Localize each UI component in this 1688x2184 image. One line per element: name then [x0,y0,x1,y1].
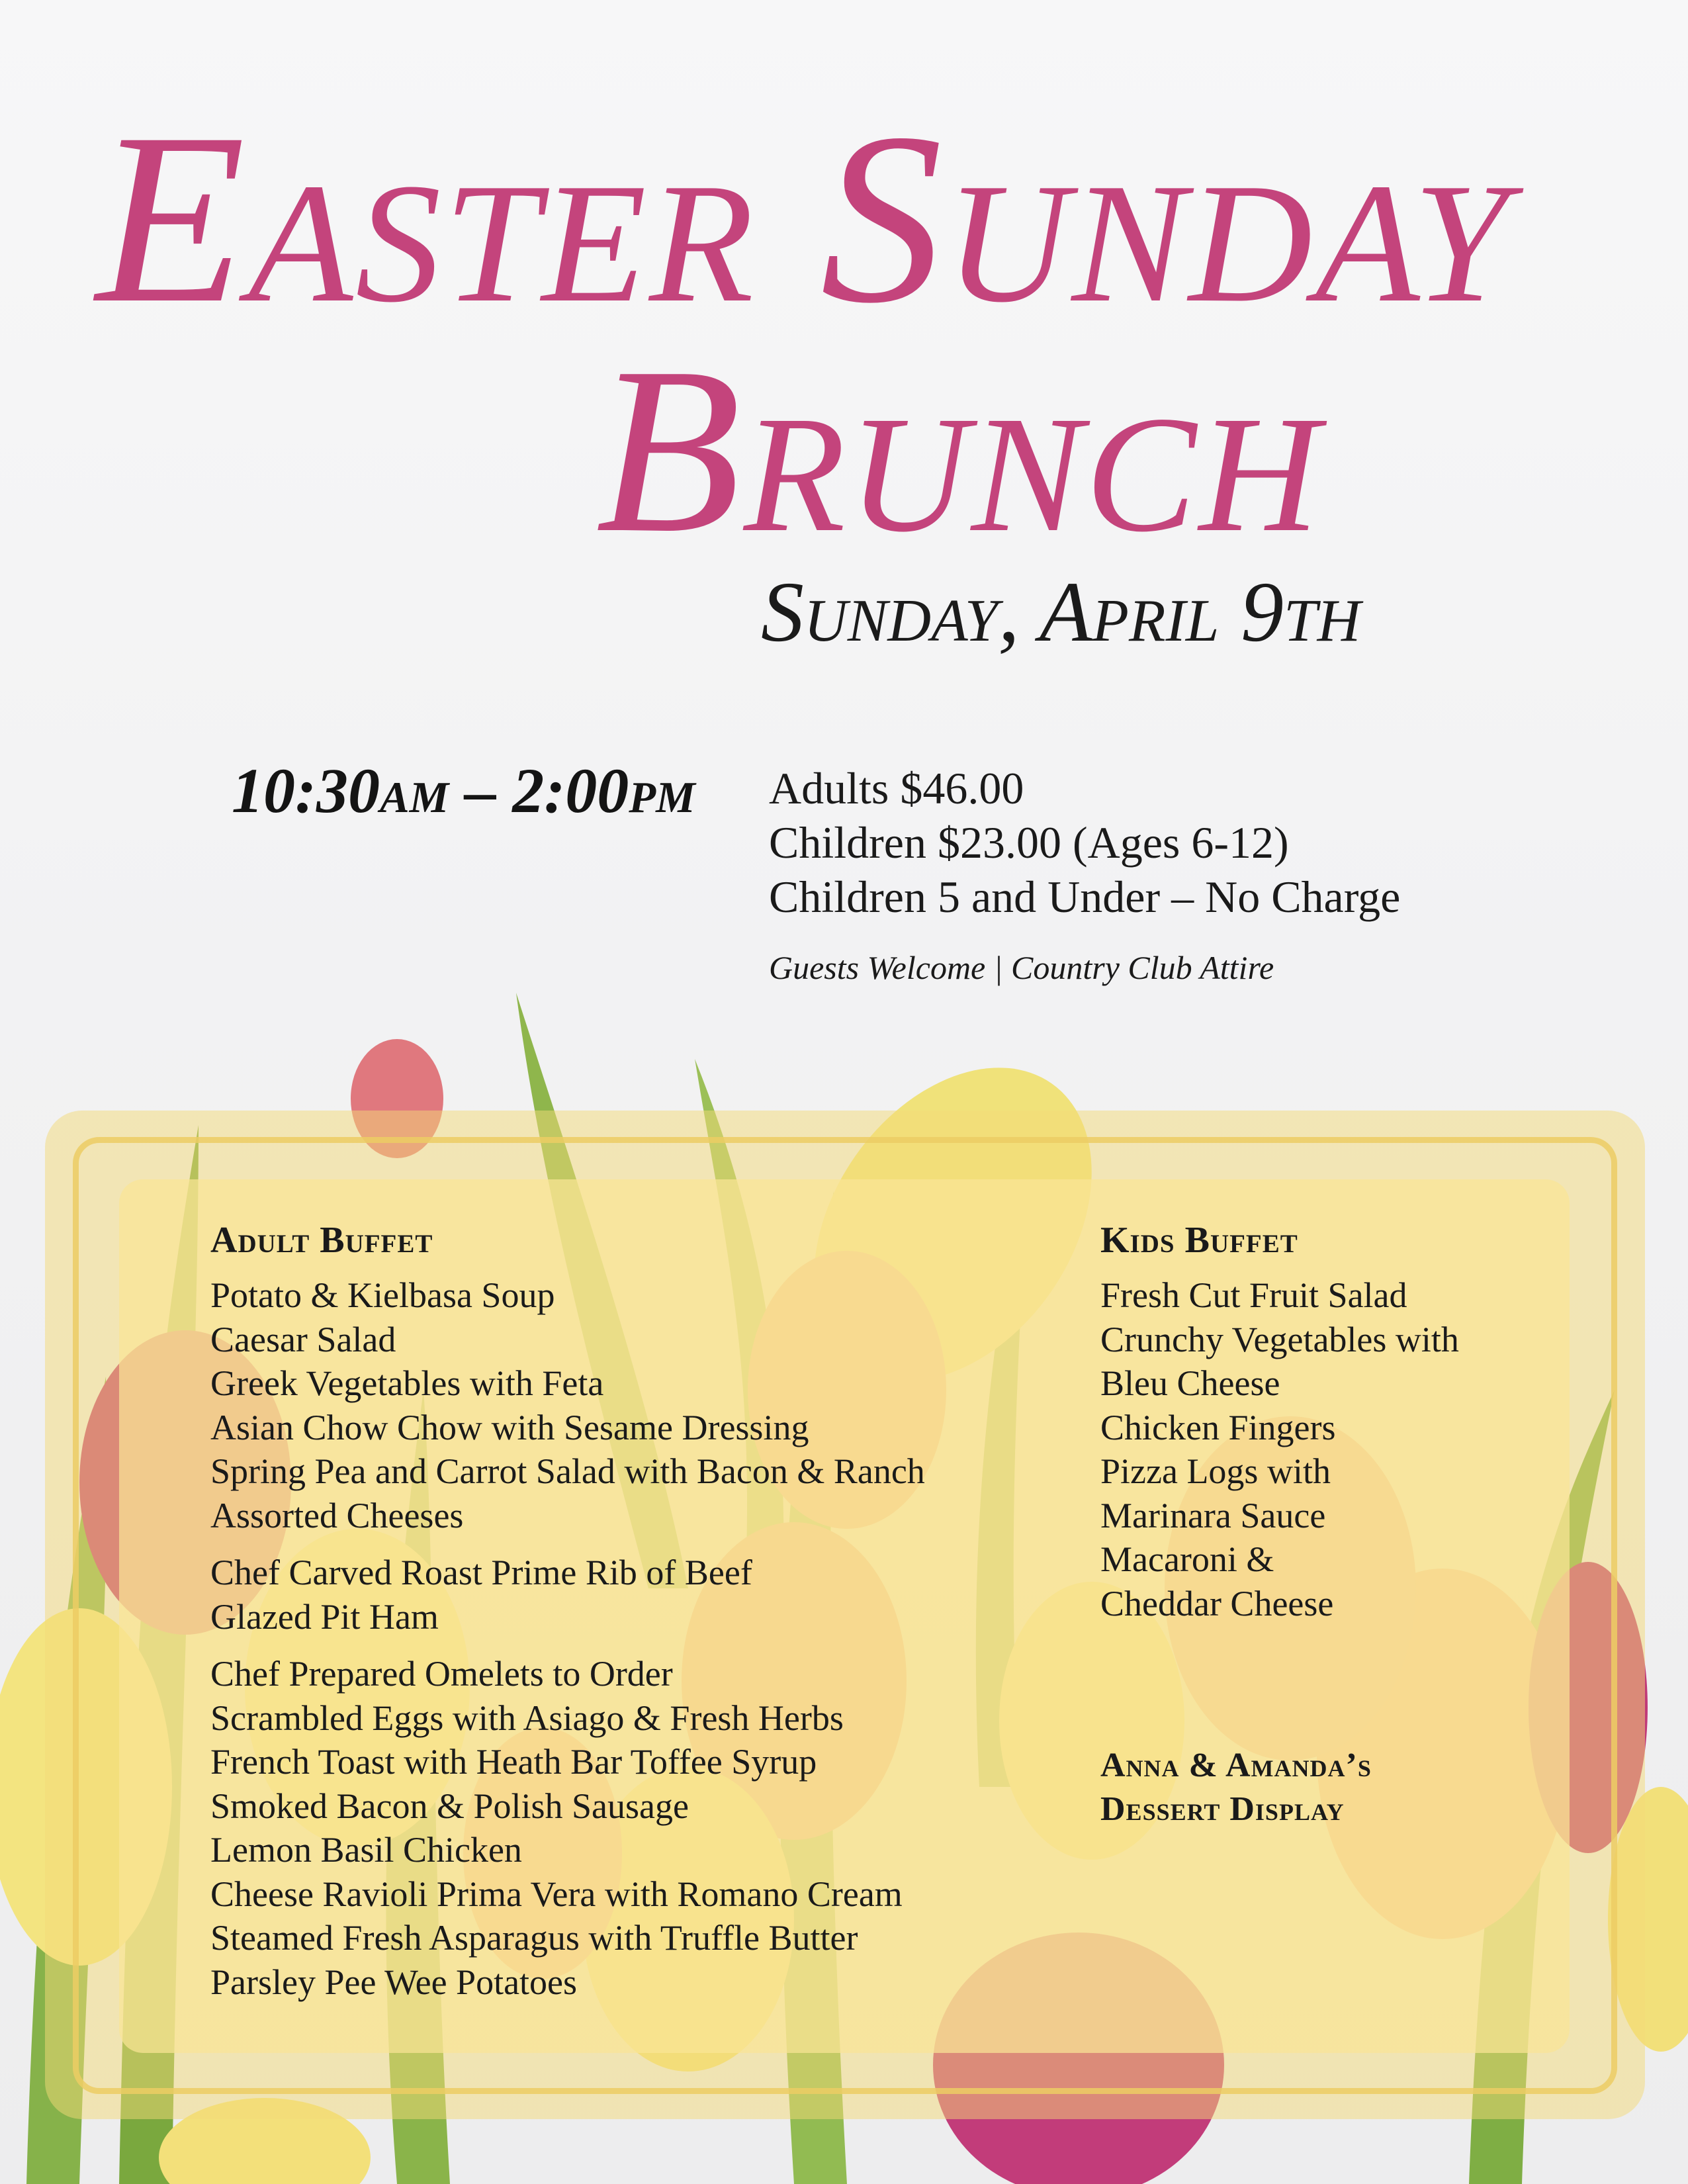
kids-buffet-heading: Kids Buffet [1100,1220,1298,1261]
menu-item: Bleu Cheese [1100,1363,1280,1403]
menu-item: Parsley Pee Wee Potatoes [210,1962,578,2002]
dessert-display [1100,1744,1372,1831]
menu-item: Scrambled Eggs with Asiago & Fresh Herbs [210,1698,844,1738]
kids-buffet-column [1100,1218,1459,1625]
menu-item: French Toast with Heath Bar Toffee Syrup [210,1742,817,1782]
menu-item: Spring Pea and Carrot Salad with Bacon & Ranch [210,1451,925,1491]
menu-item: Lemon Basil Chicken [210,1830,522,1870]
price-adults: Adults $46.00 [769,763,1024,813]
menu-item: Chicken Fingers [1100,1407,1336,1447]
menu-item: Smoked Bacon & Polish Sausage [210,1786,689,1826]
group-spacer [210,1537,925,1551]
menu-item: Fresh Cut Fruit Salad [1100,1275,1407,1315]
menu-item: Assorted Cheeses [210,1495,464,1535]
dessert-heading-line-1: Anna & Amanda’s [1100,1747,1372,1784]
event-date: Sunday, April 9th [761,565,1361,660]
menu-item: Chef Carved Roast Prime Rib of Beef [210,1553,752,1592]
price-under-five: Children 5 and Under – No Charge [769,872,1401,922]
adult-buffet-heading: Adult Buffet [210,1220,433,1261]
menu-item: Greek Vegetables with Feta [210,1363,604,1403]
group-spacer [210,1639,925,1652]
menu-item: Asian Chow Chow with Sesame Dressing [210,1407,809,1447]
menu-item: Glazed Pit Ham [210,1596,439,1637]
menu-item: Pizza Logs with [1100,1451,1331,1491]
menu-item: Marinara Sauce [1100,1495,1326,1535]
menu-item: Caesar Salad [210,1319,396,1359]
menu-item: Macaroni & [1100,1539,1274,1579]
price-children: Children $23.00 (Ages 6-12) [769,817,1289,868]
event-time: 10:30am – 2:00pm [232,755,695,826]
menu-item: Cheese Ravioli Prima Vera with Romano Cream [210,1874,903,1914]
guests-note: Guests Welcome | Country Club Attire [769,949,1274,986]
menu-item: Cheddar Cheese [1100,1583,1334,1623]
price-list [769,761,1400,924]
menu-item: Crunchy Vegetables with [1100,1319,1459,1359]
menu-item: Chef Prepared Omelets to Order [210,1654,673,1694]
title-line-1: Easter Sunday [96,83,1511,354]
title-line-2: Brunch [596,318,1322,582]
menu-item: Potato & Kielbasa Soup [210,1275,555,1315]
menu-item: Steamed Fresh Asparagus with Truffle Butter [210,1918,858,1958]
dessert-heading-line-2: Dessert Display [1100,1790,1345,1828]
adult-buffet-column [210,1218,925,2004]
